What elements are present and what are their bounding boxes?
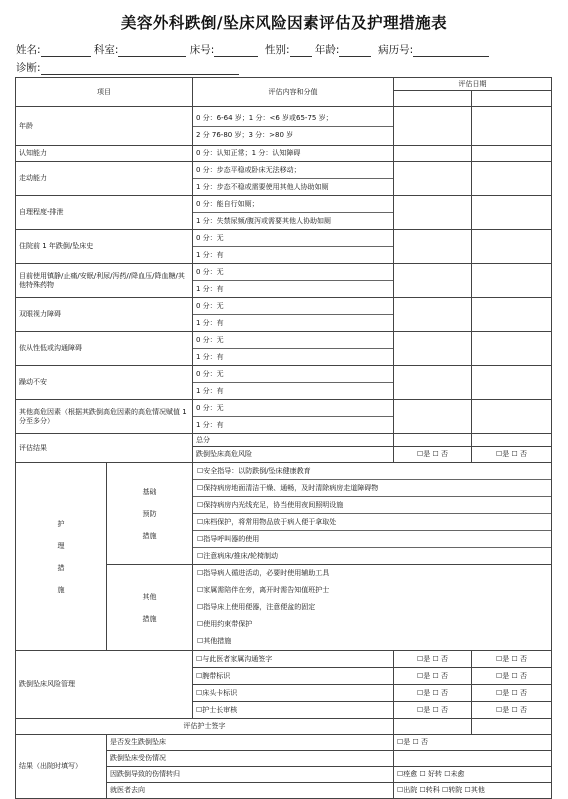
signature-cell[interactable] <box>472 719 552 735</box>
yes-no-options[interactable]: ☐是 ☐ 否 <box>394 702 472 719</box>
record-label: 病历号: <box>378 44 414 56</box>
bed-label: 床号: <box>189 44 215 56</box>
yes-no-options[interactable]: ☐是 ☐ 否 <box>394 447 472 463</box>
nursing-label-text: 护理措施 <box>57 519 65 594</box>
row-line: 0 分：无 <box>196 234 224 242</box>
total-cell[interactable] <box>394 434 472 447</box>
row-item: 其他高危因素（根据其跌倒高危因素的高危情况赋值 1 分至多分） <box>16 400 193 434</box>
yes-no-options[interactable]: ☐是 ☐ 否 <box>472 651 552 668</box>
age-field[interactable] <box>339 45 371 57</box>
row-item: 躁动不安 <box>16 366 193 400</box>
score-cell[interactable] <box>394 146 472 162</box>
score-cell[interactable] <box>394 400 472 434</box>
outcome-options[interactable]: ☐出院 ☐转科 ☐转院 ☐其他 <box>394 783 552 799</box>
score-cell[interactable] <box>472 264 552 298</box>
diagnosis-row <box>16 60 239 75</box>
table-row <box>16 332 552 366</box>
row-line: 1 分：有 <box>193 382 393 399</box>
outcome-options[interactable]: ☐痊愈 ☐ 好转 ☐未愈 <box>394 767 552 783</box>
row-line: 1 分：步态不稳或需要使用其他人协助如厕 <box>193 178 393 195</box>
yes-no-options[interactable]: ☐是 ☐ 否 <box>472 685 552 702</box>
sex-label: 性别: <box>265 44 290 56</box>
row-line: 0 分：能自行如厕； <box>196 200 259 208</box>
score-cell[interactable] <box>394 298 472 332</box>
table-row <box>16 162 552 196</box>
score-cell[interactable] <box>472 107 552 146</box>
outcome-row-label: 因跌倒导致的伤情转归 <box>107 767 394 783</box>
outcome-row-label: 是否发生跌倒坠床 <box>107 735 394 751</box>
record-field[interactable] <box>413 45 489 57</box>
yes-no-options[interactable]: ☐是 ☐ 否 <box>472 702 552 719</box>
row-line: 2 分 76-80 岁；3 分：>80 岁 <box>193 126 393 143</box>
total-cell[interactable] <box>472 434 552 447</box>
measure-checkbox[interactable]: ☐其他措施 <box>197 637 232 645</box>
table-row <box>16 146 552 162</box>
row-line: 0 分：认知正常；1 分：认知障碍 <box>193 146 394 162</box>
dept-label: 科室: <box>93 44 119 56</box>
measure-checkbox[interactable]: ☐家属需陪伴在旁，离开时需告知值班护士 <box>197 586 330 594</box>
management-label: 跌倒坠床风险管理 <box>16 651 193 719</box>
row-item: 住院前 1 年跌倒/坠床史 <box>16 230 193 264</box>
header-item: 项目 <box>16 78 193 107</box>
score-cell[interactable] <box>394 366 472 400</box>
outcome-label: 结果（出院时填写） <box>16 735 107 799</box>
score-cell[interactable] <box>472 400 552 434</box>
management-item[interactable]: ☐护士长审核 <box>193 702 394 719</box>
sex-field[interactable] <box>290 45 312 57</box>
score-cell[interactable] <box>472 230 552 264</box>
header-content: 评估内容和分值 <box>193 78 394 107</box>
measure-checkbox[interactable]: ☐注意病床/推床/轮椅制动 <box>193 547 551 564</box>
outcome-row-label: 跌倒坠床受伤情况 <box>107 751 394 767</box>
score-cell[interactable] <box>472 162 552 196</box>
bed-field[interactable] <box>214 45 258 57</box>
measure-checkbox[interactable]: ☐安全指导：以防跌倒/坠床健康教育 <box>197 467 311 475</box>
row-line: 1 分：有 <box>193 280 393 297</box>
yes-no-options[interactable]: ☐是 ☐ 否 <box>394 651 472 668</box>
score-cell[interactable] <box>472 332 552 366</box>
measure-checkbox[interactable]: ☐使用约束带保护 <box>197 620 253 628</box>
diagnosis-field[interactable] <box>41 63 239 75</box>
score-cell[interactable] <box>394 196 472 230</box>
measure-checkbox[interactable]: ☐床档保护，将常用物品放于病人便于拿取处 <box>193 513 551 530</box>
outcome-row-label: 就医者去向 <box>107 783 394 799</box>
management-item[interactable]: ☐床头卡标识 <box>193 685 394 702</box>
nursing-label <box>16 463 107 651</box>
row-item: 走动能力 <box>16 162 193 196</box>
measure-checkbox[interactable]: ☐保持病房内光线充足，协当使用夜间照明设施 <box>193 496 551 513</box>
row-line: 1 分：有 <box>193 416 393 433</box>
form-title: 美容外科跌倒/坠床风险因素评估及护理措施表 <box>120 13 448 32</box>
row-line: 1 分：有 <box>193 246 393 263</box>
score-cell[interactable] <box>394 332 472 366</box>
result-label: 评估结果 <box>16 434 193 463</box>
measure-checkbox[interactable]: ☐保持病房地面清洁干燥、通畅，及时清除病房走道障碍物 <box>193 479 551 496</box>
score-cell[interactable] <box>472 366 552 400</box>
row-line: 0 分：无 <box>196 302 224 310</box>
high-risk-label: 跌倒坠床高危风险 <box>193 447 394 463</box>
row-line: 0 分：无 <box>196 268 224 276</box>
name-field[interactable] <box>41 45 91 57</box>
outcome-options[interactable]: ☐是 ☐ 否 <box>394 735 552 751</box>
assessment-table <box>15 77 552 799</box>
table-row <box>16 196 552 230</box>
signature-cell[interactable] <box>394 719 472 735</box>
age-label: 年龄: <box>314 44 340 56</box>
management-item[interactable]: ☐与此医者家属沟通签字 <box>193 651 394 668</box>
name-label: 姓名: <box>16 44 41 56</box>
row-line: 0 分：无 <box>196 404 224 412</box>
date-cell-2[interactable] <box>472 91 552 107</box>
outcome-cell[interactable] <box>394 751 552 767</box>
row-item: 目前使用镇静/止痛/安眠/利尿/泻药//降血压/降血糖/其他特殊药物 <box>16 264 193 298</box>
patient-info-row <box>16 42 489 57</box>
other-measures-list <box>193 565 552 651</box>
row-item: 双眼视力障碍 <box>16 298 193 332</box>
nurse-signature-label: 评估护士签字 <box>16 719 394 735</box>
yes-no-options[interactable]: ☐是 ☐ 否 <box>472 447 552 463</box>
yes-no-options[interactable]: ☐是 ☐ 否 <box>472 668 552 685</box>
yes-no-options[interactable]: ☐是 ☐ 否 <box>394 685 472 702</box>
management-item[interactable]: ☐腕带标识 <box>193 668 394 685</box>
row-item: 自理程度-排泄 <box>16 196 193 230</box>
row-line: 1 分：失禁尿频/腹泻或需要其他人协助如厕 <box>193 212 393 229</box>
row-item: 年龄 <box>16 107 193 146</box>
row-line: 1 分：有 <box>193 348 393 365</box>
score-cell[interactable] <box>394 162 472 196</box>
score-cell[interactable] <box>394 230 472 264</box>
total-label: 总分 <box>193 434 394 447</box>
row-line: 0 分：步态平稳或卧床无法移动； <box>196 166 301 174</box>
other-measures-label: 其他措施 <box>107 565 193 651</box>
diagnosis-label: 诊断: <box>16 62 41 74</box>
row-item: 依从性低或沟通障碍 <box>16 332 193 366</box>
row-line: 1 分：有 <box>193 314 393 331</box>
basic-measures-label: 基础预防措施 <box>107 463 193 565</box>
table-row <box>16 230 552 264</box>
table-row <box>16 400 552 434</box>
basic-measures-list <box>193 463 552 565</box>
header-date: 评估日期 <box>394 78 552 91</box>
yes-no-options[interactable]: ☐是 ☐ 否 <box>394 668 472 685</box>
row-item: 认知能力 <box>16 146 193 162</box>
table-row <box>16 366 552 400</box>
measure-checkbox[interactable]: ☐指导呼叫器的使用 <box>193 530 551 547</box>
row-line: 0 分：无 <box>196 336 224 344</box>
table-row <box>16 298 552 332</box>
measure-checkbox[interactable]: ☐指导病人循进活动，必要时使用辅助工具 <box>197 569 330 577</box>
score-cell[interactable] <box>394 264 472 298</box>
row-line: 0 分：6-64 岁；1 分：<6 岁或65-75 岁； <box>196 113 333 122</box>
row-line: 0 分：无 <box>196 370 224 378</box>
measure-checkbox[interactable]: ☐指导床上使用便器，注意便盆的固定 <box>197 603 316 611</box>
table-row <box>16 264 552 298</box>
score-cell[interactable] <box>472 298 552 332</box>
table-row <box>16 107 552 146</box>
dept-field[interactable] <box>118 45 186 57</box>
score-cell[interactable] <box>472 146 552 162</box>
score-cell[interactable] <box>472 196 552 230</box>
date-cell-1[interactable] <box>394 91 472 107</box>
score-cell[interactable] <box>394 107 472 146</box>
